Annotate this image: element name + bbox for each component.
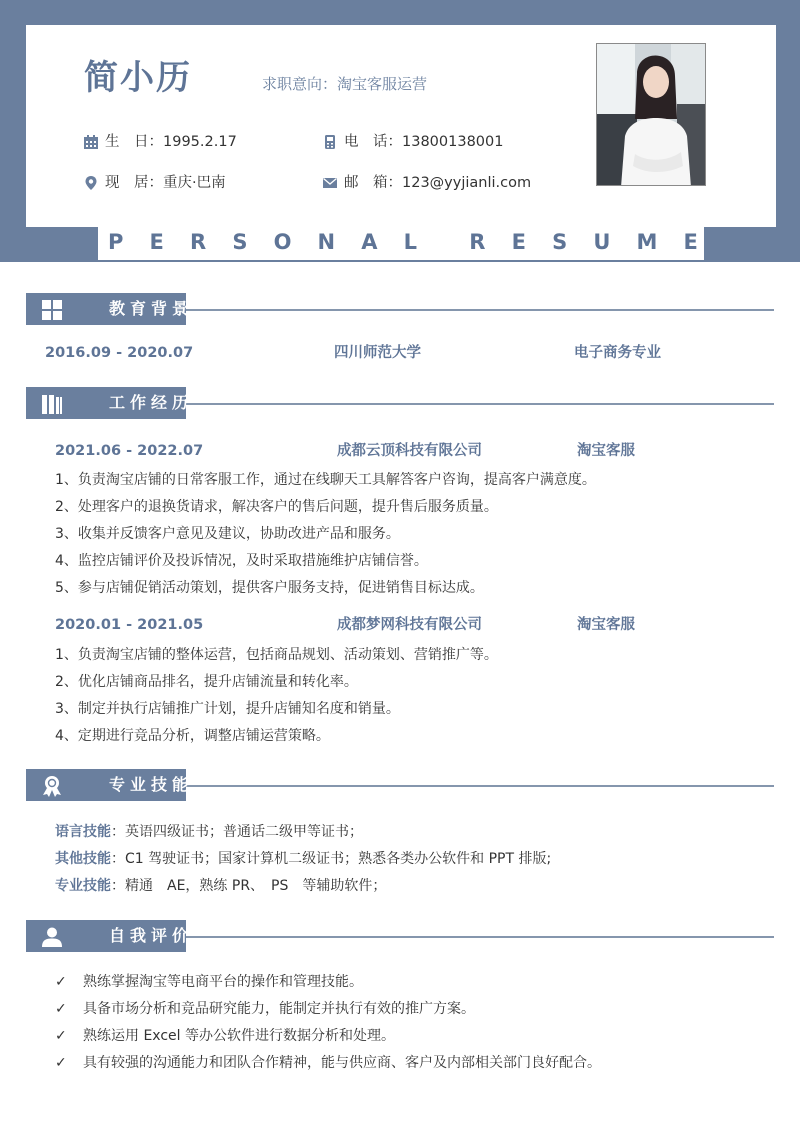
job-company: 成都梦网科技有限公司 [337,617,482,633]
banner-letter: N [317,230,336,254]
profile-photo [596,43,706,186]
phone-text: 电 话：13800138001 [344,134,504,150]
phone-icon [322,134,338,150]
banner-letter: P [108,230,124,254]
education-heading [26,293,194,325]
residence-text: 现 居：重庆·巴南 [105,175,226,191]
job-role: 淘宝客服 [577,617,635,633]
banner-letter: S [232,230,248,254]
skill-text: ：精通 AE，熟练 PR、 PS 等辅助软件； [111,878,387,894]
banner-letter: R [469,230,486,254]
banner-letter: E [511,230,526,254]
banner-letter: O [273,230,292,254]
evaluation-text: 具备市场分析和竞品研究能力，能制定并执行有效的推广方案。 [83,1001,475,1017]
evaluation-text: 熟练运用 Excel 等办公软件进行数据分析和处理。 [83,1028,395,1044]
check-icon: ✓ [55,1028,67,1044]
email-text: 邮 箱：123@yyjianli.com [344,175,532,191]
job-period: 2021.06 - 2022.07 [55,443,204,459]
job-duty: 4、定期进行竞品分析，调整店铺运营策略。 [55,728,330,744]
work-title: 工作经历 [109,393,194,412]
job-duty: 1、负责淘宝店铺的整体运营，包括商品规划、活动策划、营销推广等。 [55,647,498,663]
person-icon [41,926,63,948]
job-duty: 2、优化店铺商品排名，提升店铺流量和转化率。 [55,674,358,690]
email-info [344,173,531,193]
job-duty: 3、制定并执行店铺推广计划，提升店铺知名度和销量。 [55,701,400,717]
skill-item [55,822,363,842]
residence-info [105,173,226,193]
skills-title: 专业技能 [109,775,194,794]
banner-letter: S [552,230,568,254]
banner-letter: M [636,230,658,254]
evaluation-text: 熟练掌握淘宝等电商平台的操作和管理技能。 [83,974,363,990]
evaluation-text: 具有较强的沟通能力和团队合作精神，能与供应商、客户及内部相关部门良好配合。 [83,1055,601,1071]
skills-heading [26,769,194,801]
birth-text: 生 日：1995.2.17 [105,134,237,150]
job-intent: 求职意向：淘宝客服运营 [262,75,428,93]
skill-text: ：C1 驾驶证书；国家计算机二级证书；熟悉各类办公软件和 PPT 排版; [111,851,552,867]
evaluation-title: 自我评价 [109,926,194,945]
education-title: 教育背景 [109,299,194,318]
evaluation-heading [26,920,194,952]
job-company: 成都云顶科技有限公司 [337,443,482,459]
birth-info [105,132,237,152]
grid-icon [41,299,63,321]
location-pin-icon [83,175,99,191]
banner-letter: R [190,230,207,254]
books-icon [41,393,63,415]
check-icon: ✓ [55,974,67,990]
banner-letter: E [149,230,164,254]
banner-letter: A [361,230,378,254]
job-duty: 1、负责淘宝店铺的日常客服工作，通过在线聊天工具解答客户咨询，提高客户满意度。 [55,472,596,488]
education-period: 2016.09 - 2020.07 [45,345,194,361]
education-major: 电子商务专业 [574,345,661,361]
check-icon: ✓ [55,1001,67,1017]
job-duty: 5、参与店铺促销活动策划，提供客户服务支持，促进销售目标达成。 [55,580,484,596]
job-duty: 2、处理客户的退换货请求，解决客户的售后问题，提升售后服务质量。 [55,499,498,515]
education-school: 四川师范大学 [334,345,421,361]
skill-label: 语言技能 [55,824,111,840]
skill-text: ：英语四级证书；普通话二级甲等证书； [111,824,363,840]
award-icon [41,775,63,797]
check-icon: ✓ [55,1055,67,1071]
work-heading [26,387,194,419]
job-duty: 4、监控店铺评价及投诉情况，及时采取措施维护店铺信誉。 [55,553,428,569]
banner-letter: E [683,230,698,254]
personal-resume-text [108,227,698,257]
skill-item [55,849,551,869]
job-period: 2020.01 - 2021.05 [55,617,204,633]
skill-label: 专业技能 [55,878,111,894]
skill-item [55,876,386,896]
skill-label: 其他技能 [55,851,111,867]
job-duty: 3、收集并反馈客户意见及建议，协助改进产品和服务。 [55,526,400,542]
banner-letter: U [593,230,611,254]
banner-letter: L [403,230,418,254]
calendar-icon [83,134,99,150]
job-role: 淘宝客服 [577,443,635,459]
candidate-name: 简小历 [84,58,192,98]
envelope-icon [322,175,338,191]
phone-info [344,132,503,152]
